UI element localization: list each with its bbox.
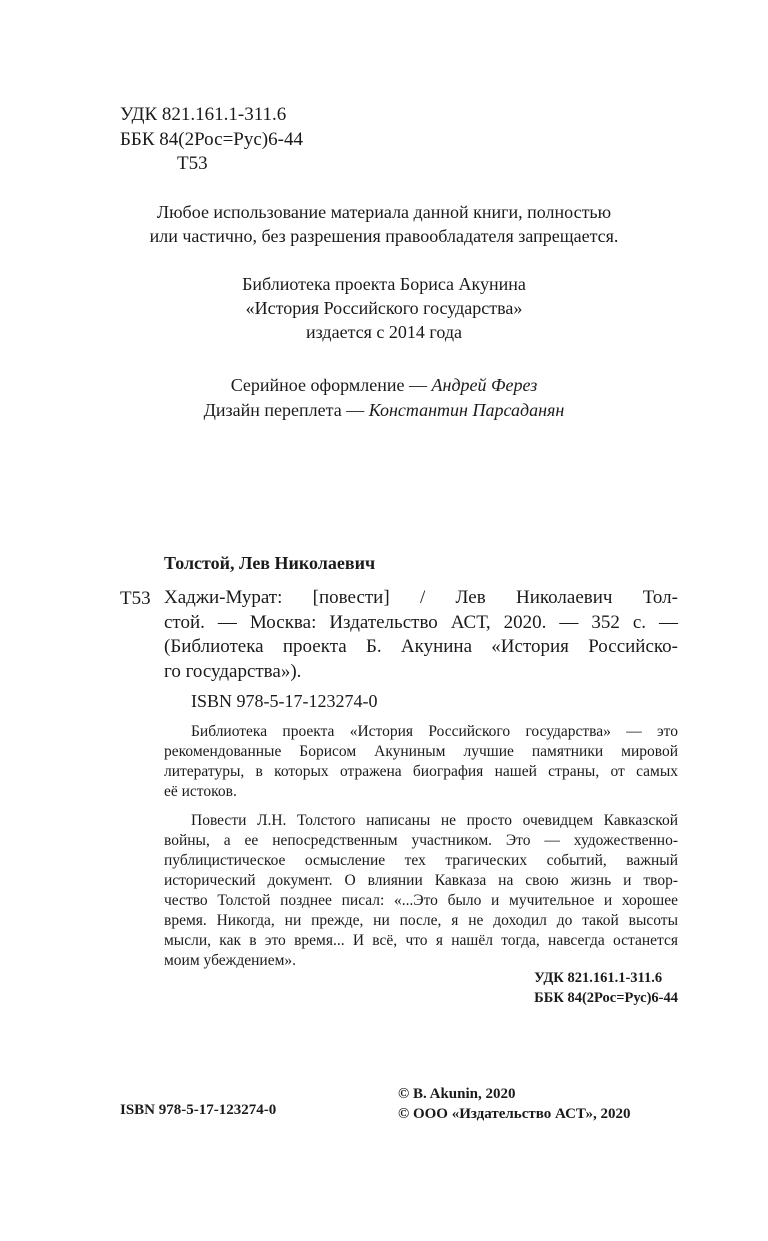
copyright-notice-line: или частично, без разрешения правообладателя запрещается. <box>149 226 619 246</box>
library-series-line: издается с 2014 года <box>306 322 462 342</box>
credit-name: Андрей Ферез <box>431 375 538 395</box>
classification-block <box>120 103 303 177</box>
annotation-line: Библиотека проекта «История Российского государства» — это <box>191 723 678 740</box>
annotation-line: исторический документ. О влиянии Кавказа на свою жизнь и твор- <box>164 872 678 889</box>
credit-role: Серийное оформление — <box>230 375 432 395</box>
credit-name: Константин Парсаданян <box>368 399 565 420</box>
catalog-isbn: ISBN 978-5-17-123274-0 <box>191 691 378 711</box>
design-credits <box>0 373 768 422</box>
copyright-line: © ООО «Издательство АСТ», 2020 <box>398 1106 631 1122</box>
copyright-notice <box>0 200 768 248</box>
bottom-isbn: ISBN 978-5-17-123274-0 <box>120 1102 277 1118</box>
copyright-notice-line: Любое использование материала данной книги, полностью <box>156 202 612 222</box>
bbk-code: ББК 84(2Рос=Рус)6-44 <box>120 128 303 150</box>
credit-role: Дизайн переплета — <box>203 399 369 420</box>
bottom-udk: УДК 821.161.1-311.6 <box>534 970 663 986</box>
description-line: стой. — Москва: Издательство АСТ, 2020. — 352 с. — <box>164 611 678 633</box>
catalog-author: Толстой, Лев Николаевич <box>164 553 376 573</box>
bottom-bbk: ББК 84(2Рос=Рус)6-44 <box>534 990 678 1006</box>
copyright-line: © B. Akunin, 2020 <box>398 1086 516 1102</box>
annotation-line: публицистическое осмысление тех трагических событий, важный <box>164 852 678 869</box>
annotation-line: литературы, в которых отражена биография нашей страны, от самых <box>164 763 678 780</box>
annotation-line: чество Толстой позднее писал: «...Это было и мучительное и хорошее <box>164 892 678 909</box>
annotation-line: Повести Л.Н. Толстого написаны не просто очевидцем Кавказской <box>191 812 678 829</box>
library-series-line: Библиотека проекта Бориса Акунина <box>242 274 526 294</box>
cover-design-credit <box>0 398 768 423</box>
annotation <box>164 722 678 971</box>
author-mark: Т53 <box>177 153 208 174</box>
library-series <box>0 272 768 344</box>
annotation-line: войны, а ее непосредственным участником. Это — художественно- <box>164 832 678 849</box>
description-line: Хаджи-Мурат: [повести] / Лев Николаевич Тол- <box>164 587 678 608</box>
annotation-line: мысли, как в это время... И всё, что я нашёл тогда, навсегда останется <box>164 932 678 949</box>
udk-code: УДК 821.161.1-311.6 <box>120 104 287 125</box>
description-line: (Библиотека проекта Б. Акунина «История Российско- <box>164 636 678 657</box>
annotation-line: её истоков. <box>164 783 237 800</box>
bottom-classification <box>534 968 678 1008</box>
annotation-line: время. Никогда, ни прежде, ни после, я не доходил до такой высоты <box>164 912 678 929</box>
copyrights <box>398 1084 631 1124</box>
bibliographic-description <box>164 586 678 684</box>
library-series-line: «История Российского государства» <box>245 298 523 318</box>
series-design-credit <box>0 373 768 398</box>
annotation-line: моим убеждением». <box>164 952 297 969</box>
annotation-line: рекомендованные Борисом Акуниным лучшие памятники мировой <box>164 743 678 760</box>
catalog-mark: Т53 <box>120 588 151 609</box>
description-line: го государства»). <box>164 660 302 682</box>
